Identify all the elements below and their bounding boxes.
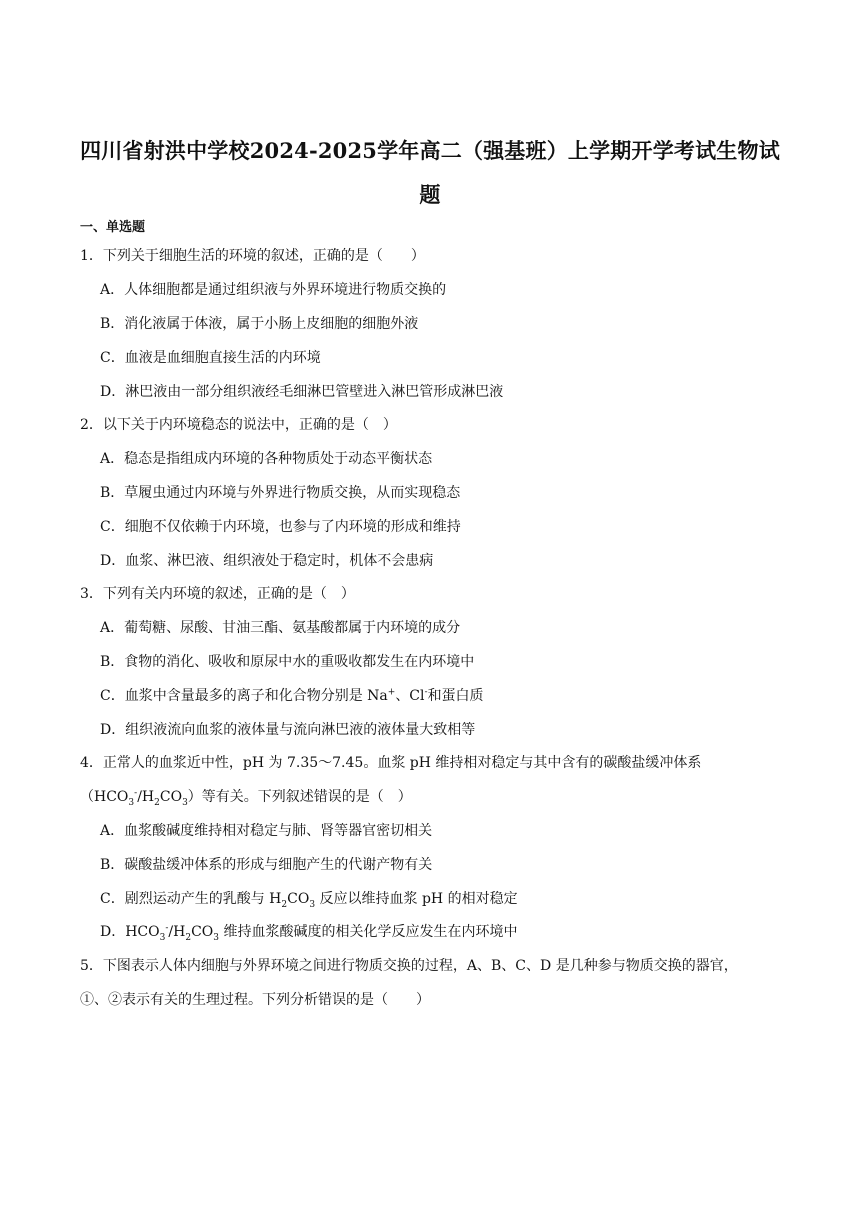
question-2-stem: 2．以下关于内环境稳态的说法中，正确的是（ ） — [80, 417, 397, 433]
question-4-option-d — [100, 922, 517, 942]
q3c-text-3: 和蛋白质 — [427, 688, 484, 704]
question-1-option-a: A．人体细胞都是通过组织液与外界环境进行物质交换的 — [100, 282, 447, 298]
q4-stem-text-2: /H — [137, 789, 155, 805]
question-1-option-c: C．血液是血细胞直接生活的内环境 — [100, 350, 321, 366]
q4d-sub-1: 3 — [159, 932, 166, 943]
q4-stem-sub-2: 2 — [154, 797, 160, 808]
q4c-text-1: C．剧烈运动产生的乳酸与 H — [100, 891, 282, 907]
q4d-text-4: 维持血浆酸碱度的相关化学反应发生在内环境中 — [219, 924, 518, 940]
question-1-option-b: B．消化液属于体液，属于小肠上皮细胞的细胞外液 — [100, 316, 419, 332]
q4c-text-3: 反应以维持血浆 pH 的相对稳定 — [315, 891, 518, 907]
q3c-text-2: 、Cl — [395, 688, 425, 704]
question-3-option-c — [100, 686, 484, 706]
q4c-text-2: CO — [287, 891, 310, 907]
question-4-stem-line2 — [80, 787, 412, 807]
question-4-option-b: B．碳酸盐缓冲体系的形成与细胞产生的代谢产物有关 — [100, 857, 433, 873]
question-1-option-d: D．淋巴液由一部分组织液经毛细淋巴管壁进入淋巴管形成淋巴液 — [100, 384, 504, 400]
q4d-sub-3: 3 — [213, 932, 220, 943]
q4d-text-3: CO — [191, 924, 214, 940]
q4-stem-text-1: （HCO — [80, 789, 129, 805]
question-3-option-b: B．食物的消化、吸收和原尿中水的重吸收都发生在内环境中 — [100, 654, 475, 670]
question-2-option-b: B．草履虫通过内环境与外界进行物质交换，从而实现稳态 — [100, 485, 461, 501]
question-2-option-a: A．稳态是指组成内环境的各种物质处于动态平衡状态 — [100, 451, 433, 467]
q3c-sup-plus: + — [387, 687, 396, 698]
question-3-stem: 3．下列有关内环境的叙述，正确的是（ ） — [80, 586, 355, 602]
question-2-option-c: C．细胞不仅依赖于内环境，也参与了内环境的形成和维持 — [100, 519, 461, 535]
page-title-continuation: 题 — [419, 182, 441, 207]
question-5-stem-line1: 5．下图表示人体内细胞与外界环境之间进行物质交换的过程，A、B、C、D 是几种参与物质交换的器官， — [80, 958, 738, 974]
q3c-text-1: C．血浆中含量最多的离子和化合物分别是 Na — [100, 688, 388, 704]
q4-stem-text-4: ）等有关。下列叙述错误的是（ ） — [187, 789, 412, 805]
q4d-text-1: D．HCO — [100, 924, 160, 940]
q4-stem-text-3: CO — [159, 789, 183, 805]
q4c-sub-2: 3 — [309, 899, 316, 910]
section-heading: 一、单选题 — [80, 220, 146, 235]
q4-stem-sub-3: 3 — [182, 797, 188, 808]
q4d-text-2: /H — [168, 924, 186, 940]
question-4-stem-line1: 4．正常人的血浆近中性，pH 为 7.35～7.45。血浆 pH 维持相对稳定与其中含有的碳酸盐缓冲体系 — [80, 755, 702, 771]
q4-stem-sup-1: - — [134, 788, 138, 799]
q4d-sup-1: - — [165, 923, 169, 934]
q4c-sub-1: 2 — [281, 899, 288, 910]
q3c-sup-minus: - — [424, 687, 428, 698]
q4d-sub-2: 2 — [185, 932, 192, 943]
question-5-stem-line2: ①、②表示有关的生理过程。下列分析错误的是（ ） — [80, 992, 430, 1008]
question-1-stem: 1．下列关于细胞生活的环境的叙述，正确的是（ ） — [80, 248, 425, 264]
question-4-option-c — [100, 889, 518, 909]
q4-stem-sub-1: 3 — [128, 797, 135, 808]
question-2-option-d: D．血浆、淋巴液、组织液处于稳定时，机体不会患病 — [100, 553, 434, 569]
question-3-option-d: D．组织液流向血浆的液体量与流向淋巴液的液体量大致相等 — [100, 722, 476, 738]
question-3-option-a: A．葡萄糖、尿酸、甘油三酯、氨基酸都属于内环境的成分 — [100, 620, 461, 636]
page-title: 四川省射洪中学校2024-2025学年高二（强基班）上学期开学考试生物试 — [80, 138, 780, 163]
question-4-option-a: A．血浆酸碱度维持相对稳定与肺、肾等器官密切相关 — [100, 823, 433, 839]
